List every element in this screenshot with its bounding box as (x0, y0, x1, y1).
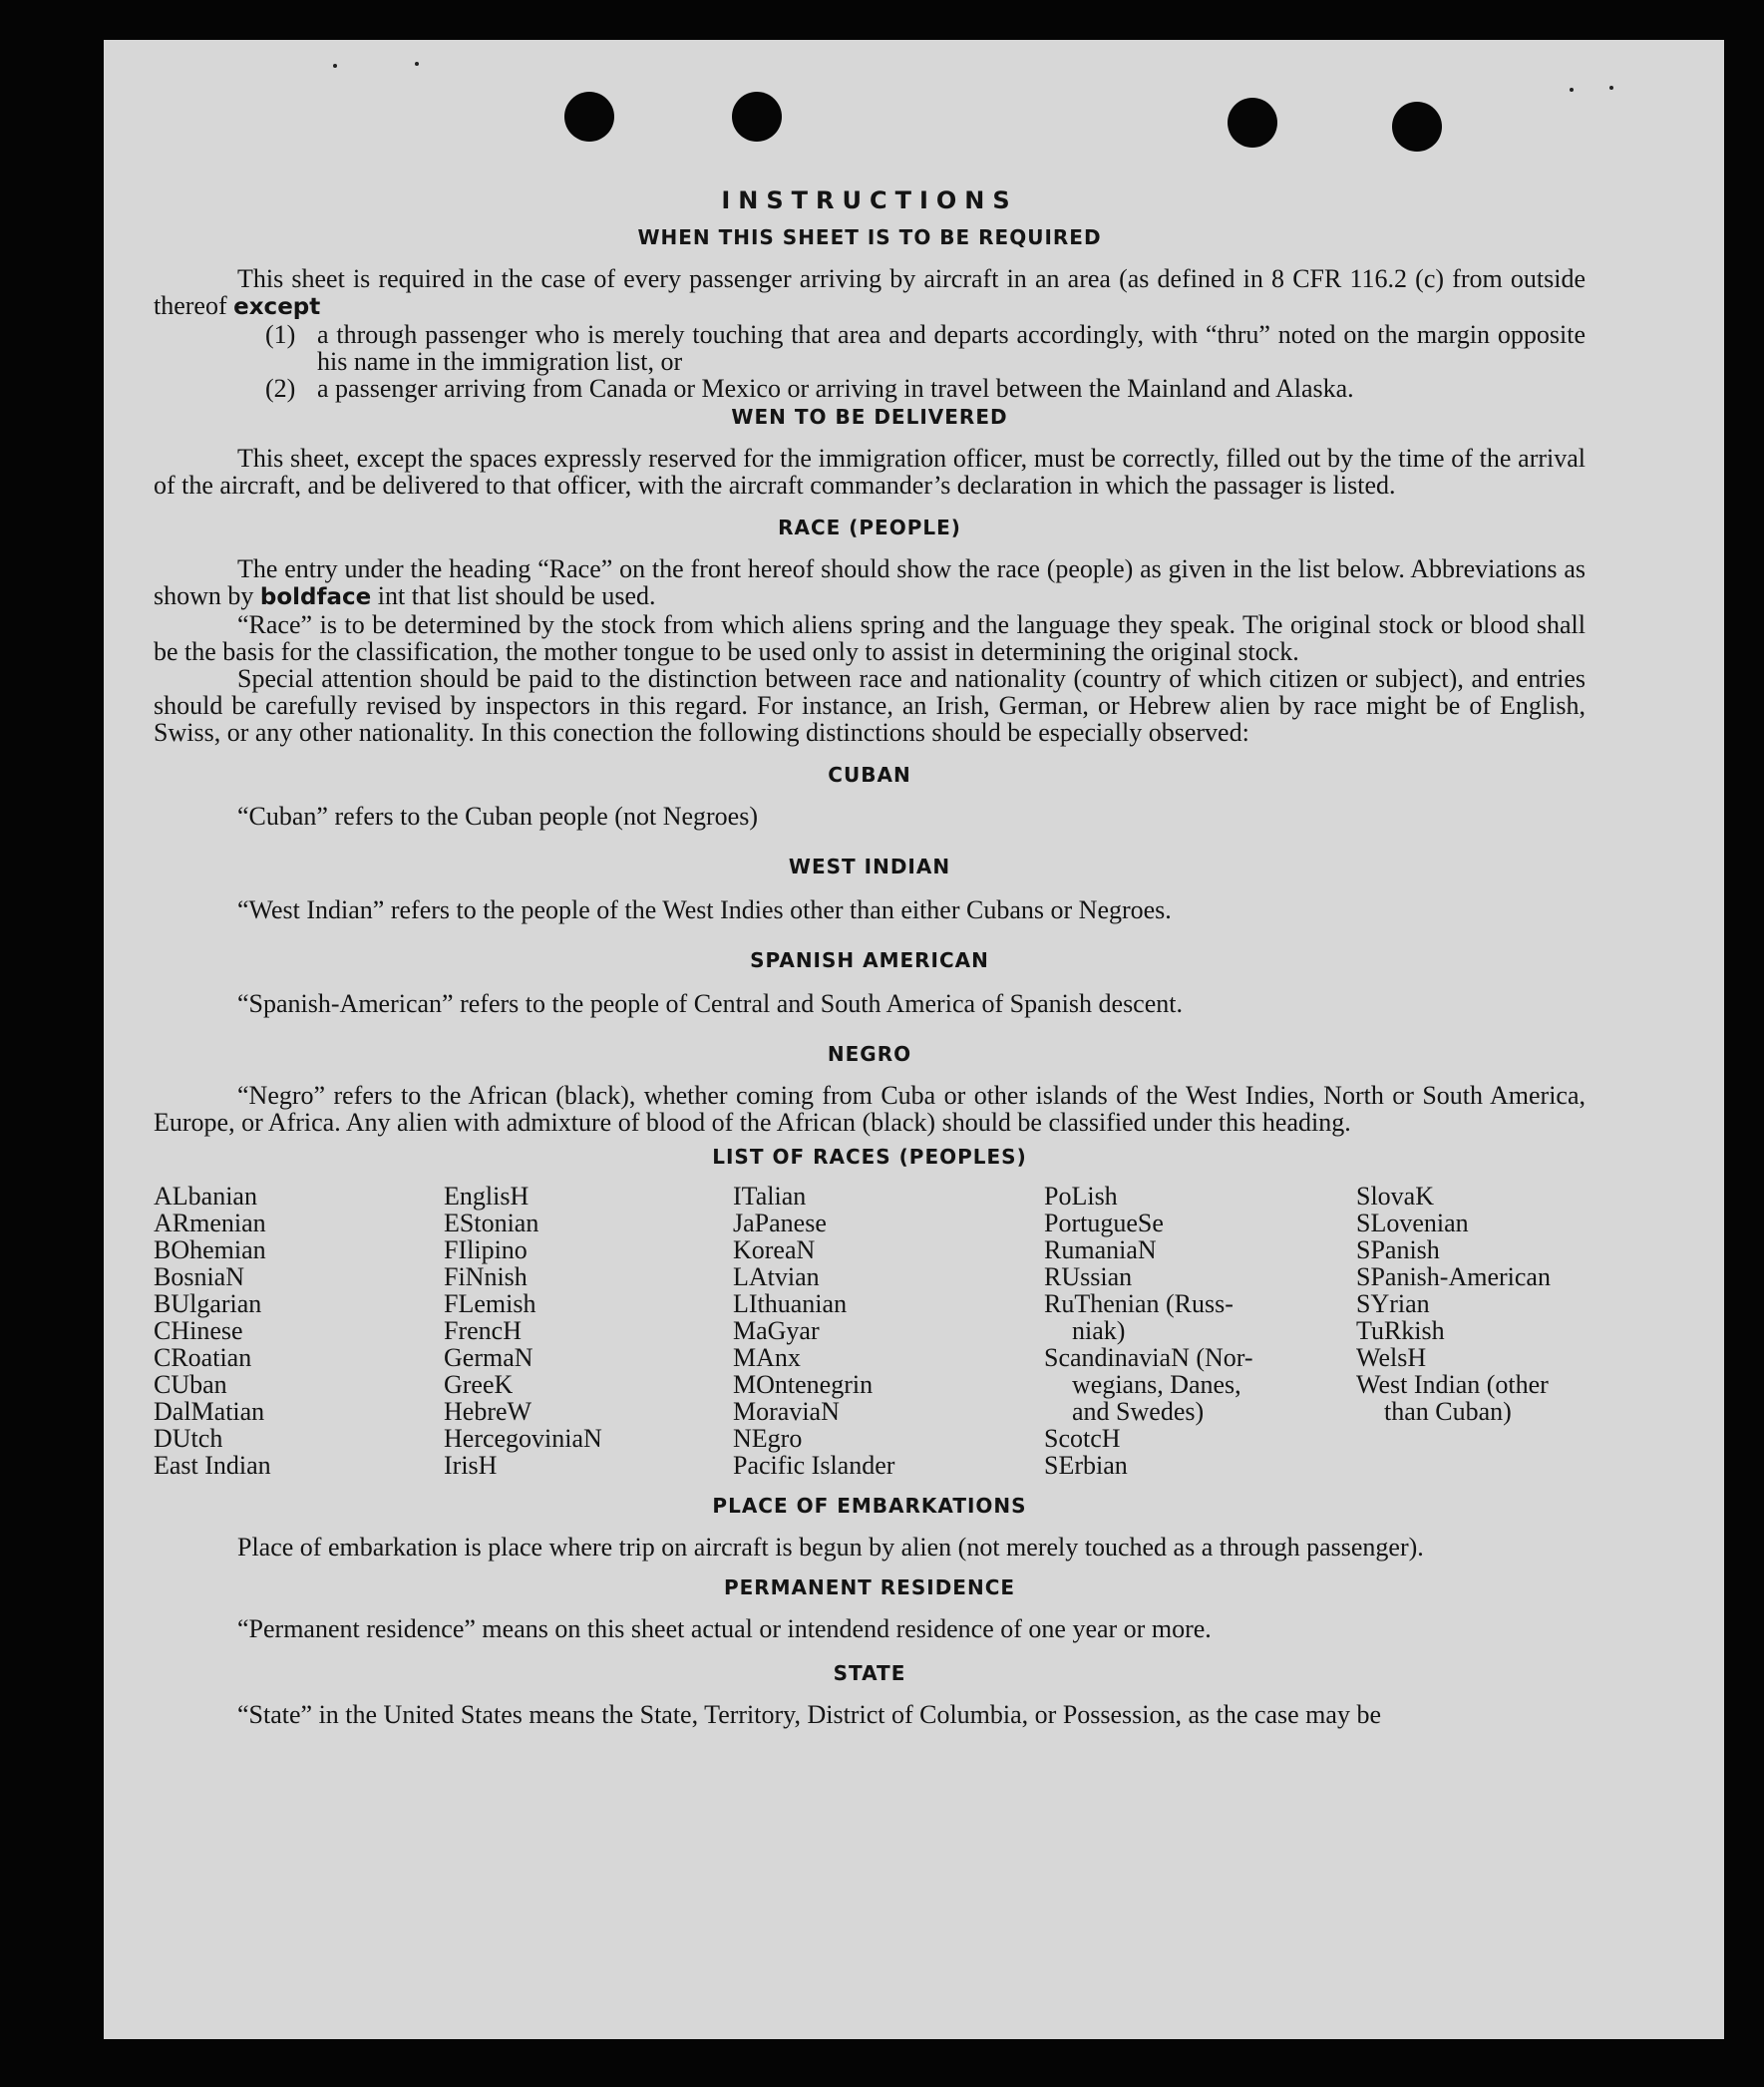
race-entry-continuation: wegians, Danes, (1072, 1370, 1241, 1399)
punch-hole (1228, 98, 1277, 148)
race-entry: West Indian (other (1356, 1370, 1549, 1399)
speck (1609, 86, 1613, 90)
cuban-text: “Cuban” refers to the Cuban people (not Negroes) (237, 802, 758, 831)
document-sheet (104, 40, 1724, 2039)
embarkation-text: Place of embarkation is place where trip on aircraft is begun by alien (not merely touched as a through passenger). (237, 1533, 1424, 1562)
delivered-text: This sheet, except the spaces expressly reserved for the immigration officer, must be correctly, filled out by the time of the arrival of the aircraft, and be delivered to that officer, with the aircraft commander’s declaration in which the passager is listed. (154, 444, 1586, 500)
race-entry: EStonian (444, 1209, 539, 1237)
race-entry: SPanish (1356, 1235, 1440, 1264)
heading-residence: PERMANENT RESIDENCE (723, 1575, 1016, 1599)
race-entry-continuation: than Cuban) (1384, 1397, 1512, 1426)
races-column (733, 1183, 1044, 1479)
residence-text: “Permanent residence” means on this sheet actual or intendend residence of one year or more. (237, 1614, 1212, 1643)
required-intro: This sheet is required in the case of every passenger arriving by aircraft in an area (as defined in 8 CFR 116.2 (c) from outside thereof except (154, 264, 1586, 320)
list-item (154, 321, 1586, 375)
race-entry: MAnx (733, 1343, 801, 1372)
heading-negro: NEGRO (827, 1042, 912, 1066)
item-text: a passenger arriving from Canada or Mexico or arriving in travel between the Mainland and Alaska. (317, 374, 1354, 403)
race-entry: WelsH (1356, 1343, 1427, 1372)
race-entry: DUtch (154, 1424, 223, 1453)
spanish-american-text: “Spanish-American” refers to the people of Central and South America of Spanish descent. (237, 989, 1183, 1018)
race-paragraph-3: Special attention should be paid to the distinction between race and nationality (country of which citizen or subject), and entries should be carefully revised by inspectors in this regard. For instance, an Irish, German, or Hebrew alien by race might be of English, Swiss, or any other nationality. In this conection the following distinctions should be especially observed: (154, 664, 1586, 747)
race-entry: ScotcH (1044, 1424, 1121, 1453)
race-entry: FLemish (444, 1289, 536, 1318)
heading-required: WHEN THIS SHEET IS TO BE REQUIRED (637, 225, 1102, 249)
race-entry: ARmenian (154, 1209, 266, 1237)
heading-delivered: WEN TO BE DELIVERED (731, 405, 1008, 429)
boldface-word: boldface (259, 584, 372, 610)
race-paragraph-1: The entry under the heading “Race” on the front hereof should show the race (people) as given in the list below. Abbreviations as shown by boldface int that list should be used. (154, 554, 1586, 610)
item-text: a through passenger who is merely touching that area and departs accordingly, with “thru” noted on the margin opposite his name in the immigration list, or (317, 320, 1586, 376)
item-number: (2) (265, 374, 296, 403)
item-number: (1) (265, 320, 296, 349)
race-entry: ITalian (733, 1182, 807, 1211)
race-entry: ALbanian (154, 1182, 257, 1211)
race-entry: KoreaN (733, 1235, 816, 1264)
except-bold: except (233, 294, 321, 320)
race-entry: MoraviaN (733, 1397, 840, 1426)
race-entry: CUban (154, 1370, 227, 1399)
heading-spanish-american: SPANISH AMERICAN (750, 948, 989, 972)
race-entry: EnglisH (444, 1182, 529, 1211)
speck (415, 62, 419, 66)
speck (333, 64, 337, 68)
race-entry: HebreW (444, 1397, 532, 1426)
race-entry-continuation: and Swedes) (1072, 1397, 1205, 1426)
page-title: INSTRUCTIONS (721, 186, 1018, 214)
race-entry: SYrian (1356, 1289, 1430, 1318)
heading-embarkation: PLACE OF EMBARKATIONS (712, 1494, 1027, 1518)
heading-race: RACE (PEOPLE) (778, 516, 961, 539)
race-entry: CRoatian (154, 1343, 252, 1372)
heading-state: STATE (833, 1661, 906, 1685)
race-entry: SLovenian (1356, 1209, 1469, 1237)
heading-cuban: CUBAN (828, 763, 911, 787)
race-entry: RumaniaN (1044, 1235, 1157, 1264)
race-entry: SErbian (1044, 1451, 1128, 1480)
race-paragraph-2: “Race” is to be determined by the stock from which aliens spring and the language they speak. The original stock or blood shall be the basis for the classification, the mother tongue to be used only to assist in determining the original stock. (154, 610, 1586, 666)
race-entry: MaGyar (733, 1316, 820, 1345)
race-entry: MOntenegrin (733, 1370, 874, 1399)
races-column (1356, 1183, 1586, 1479)
race-entry: DalMatian (154, 1397, 265, 1426)
heading-list-of-races: LIST OF RACES (PEOPLES) (712, 1145, 1027, 1169)
race-entry: LIthuanian (733, 1289, 848, 1318)
race-entry: IrisH (444, 1451, 498, 1480)
races-list (154, 1183, 1586, 1479)
list-item (154, 375, 1586, 402)
race-entry: JaPanese (733, 1209, 827, 1237)
race-entry: CHinese (154, 1316, 243, 1345)
race-entry: SPanish-American (1356, 1262, 1551, 1291)
heading-west-indian: WEST INDIAN (788, 855, 951, 878)
speck (1570, 88, 1574, 92)
race-entry: BosniaN (154, 1262, 244, 1291)
instructions-content (154, 187, 1586, 1728)
race-entry: RUssian (1044, 1262, 1133, 1291)
race-entry-continuation: niak) (1072, 1316, 1126, 1345)
race-entry: GreeK (444, 1370, 514, 1399)
state-text: “State” in the United States means the State, Territory, District of Columbia, or Possession, as the case may be (237, 1700, 1381, 1729)
race-entry: ScandinaviaN (Nor- (1044, 1343, 1253, 1372)
race-entry: HercegoviniaN (444, 1424, 602, 1453)
race-entry: NEgro (733, 1424, 803, 1453)
race-entry: GermaN (444, 1343, 533, 1372)
race-entry: LAtvian (733, 1262, 820, 1291)
race-entry: TuRkish (1356, 1316, 1445, 1345)
race-entry: FrencH (444, 1316, 522, 1345)
race-entry: East Indian (154, 1451, 271, 1480)
race-entry: BUlgarian (154, 1289, 262, 1318)
race-entry: PoLish (1044, 1182, 1118, 1211)
race-entry: FIlipino (444, 1235, 528, 1264)
negro-text: “Negro” refers to the African (black), whether coming from Cuba or other islands of the West Indies, North or South America, Europe, or Africa. Any alien with admixture of blood of the African (black) should be classified under this heading. (154, 1081, 1586, 1137)
punch-hole (1392, 102, 1442, 152)
race-entry: Pacific Islander (733, 1451, 895, 1480)
punch-hole (564, 92, 614, 142)
race-entry: SlovaK (1356, 1182, 1434, 1211)
race-entry: RuThenian (Russ- (1044, 1289, 1234, 1318)
race-entry: BOhemian (154, 1235, 266, 1264)
races-column (1044, 1183, 1356, 1479)
race-entry: FiNnish (444, 1262, 528, 1291)
west-indian-text: “West Indian” refers to the people of the West Indies other than either Cubans or Negroes. (237, 895, 1172, 924)
races-column (154, 1183, 444, 1479)
punch-hole (732, 92, 782, 142)
races-column (444, 1183, 733, 1479)
race-entry: PortugueSe (1044, 1209, 1164, 1237)
